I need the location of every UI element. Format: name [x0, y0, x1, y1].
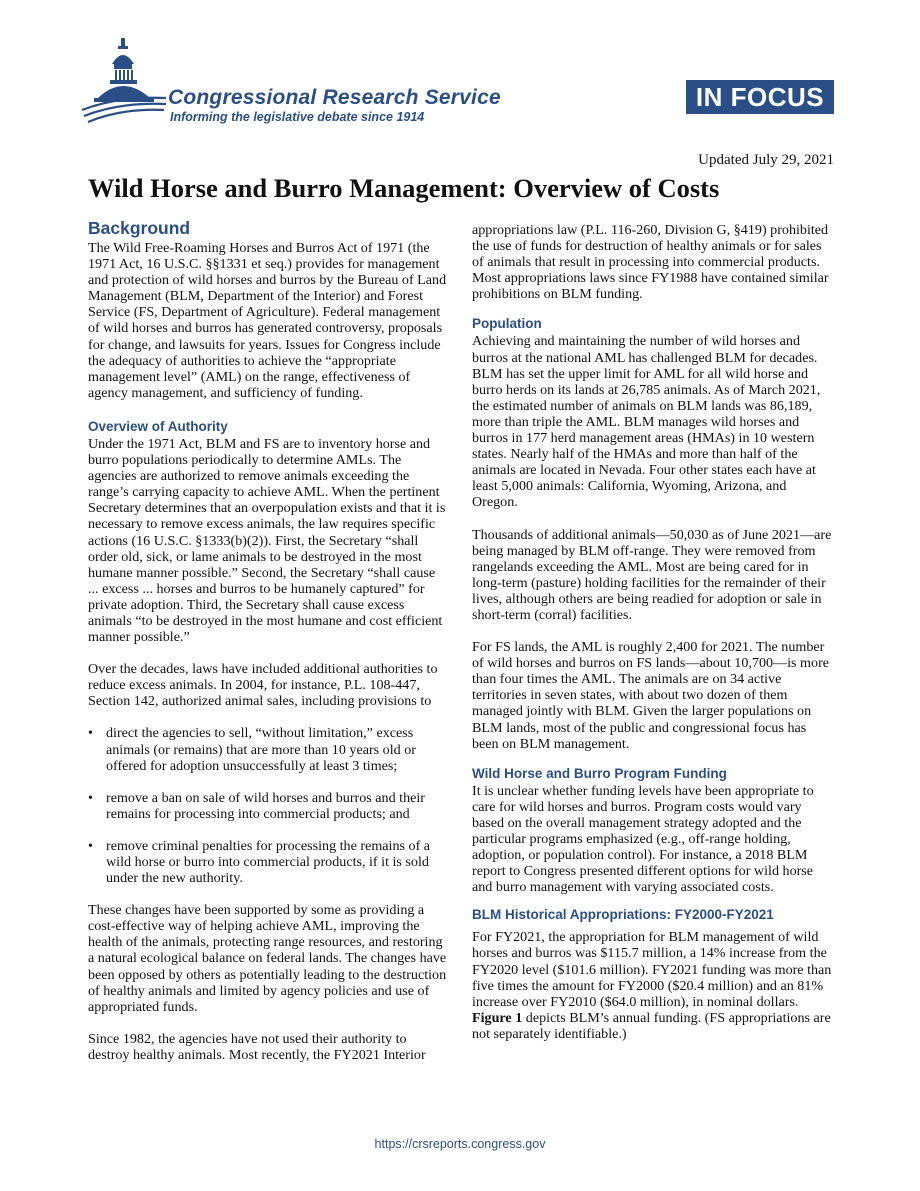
paragraph: For FS lands, the AML is roughly 2,400 for 2021. The number of wild horses and burros on FS lands—about 10,700—is more than four times the AML. The animals are on 34 active territories in seven states, with about two dozen of them managed jointly with BLM. Given the larger populations on BLM lands, most of the public and congressional focus has been on BLM management. — [472, 639, 830, 752]
capitol-dome-logo-icon — [78, 36, 170, 128]
section-heading-appropriations: BLM Historical Appropriations: FY2000-FY2021 — [472, 907, 774, 923]
org-tagline: Informing the legislative debate since 1914 — [170, 110, 425, 124]
section-heading-background: Background — [88, 218, 191, 238]
section-heading-program-funding: Wild Horse and Burro Program Funding — [472, 765, 727, 781]
paragraph: These changes have been supported by some as providing a cost-effective way of helping achieve AML, improving the health of the animals, protecting range resources, and restoring a natural ecological balance on federal lands. The changes have been opposed by others as potentially leading to the destruction of healthy animals and limited by agency policies and use of appropriated funds. — [88, 902, 447, 1015]
paragraph — [472, 929, 832, 1042]
section-heading-authority: Overview of Authority — [88, 418, 228, 434]
right-column — [472, 222, 832, 1058]
paragraph-text: For FY2021, the appropriation for BLM management of wild horses and burros was $115.7 million, a 14% increase from the FY2020 level ($101.6 million). FY2021 funding was more than five times the amount for FY2000 ($20.4 million) and an 81% increase over FY2010 ($64.0 million), in nominal dollars. — [472, 929, 832, 1010]
figure-reference: Figure 1 — [472, 1009, 523, 1026]
paragraph: Since 1982, the agencies have not used their authority to destroy healthy animals. Most recently, the FY2021 Interior — [88, 1030, 426, 1063]
updated-date: Updated July 29, 2021 — [698, 152, 834, 168]
footer-url-link[interactable]: https://crsreports.congress.gov — [374, 1137, 546, 1151]
paragraph: Achieving and maintaining the number of wild horses and burros at the national AML has challenged BLM for decades. BLM has set the upper limit for AML for all wild horse and burro herds on its lands at 26,785 animals. As of March 2021, the estimated number of animals on BLM lands was 86,189, more than triple the AML. BLM manages wild horses and burros in 177 herd management areas (HMAs) in 10 western states. Nearly half of the HMAs and more than half of the animals are located in Nevada. Four other states each have at least 5,000 animals: California, Wyoming, Arizona, and Oregon. — [472, 333, 821, 511]
paragraph: Over the decades, laws have included additional authorities to reduce excess animals. In 2004, for instance, P.L. 108-447, Section 142, authorized animal sales, including provisions to — [88, 661, 438, 710]
paragraph: The Wild Free-Roaming Horses and Burros Act of 1971 (the 1971 Act, 16 U.S.C. §§1331 et seq.) provides for management and protection of wild horses and burros by the Bureau of Land Management (BLM, Department of the Interior) and Forest Service (FS, Department of Agriculture). Federal management of wild horses and burros has generated controversy, proposals for change, and lawsuits for years. Issues for Congress include the adequacy of authorities to achieve the “appropriate management level” (AML) on the range, effectiveness of agency management, and sufficiency of funding. — [88, 240, 447, 401]
list-item: • remove criminal penalties for processing the remains of a wild horse or burro into commercial products, if it is sold under the new authority. — [106, 838, 448, 886]
paragraph: Under the 1971 Act, BLM and FS are to inventory horse and burro populations periodically to determine AMLs. The agencies are authorized to remove animals exceeding the range’s carrying capacity to achieve AML. When the pertinent Secretary determines that an overpopulation exists and that it is necessary to remove excess animals, the law requires specific actions (16 U.S.C. §1333(b)(2)). First, the Secretary “shall order old, sick, or lame animals to be destroyed in the most humane manner possible.” Second, the Secretary “shall cause ... excess ... horses and burros to be humanely captured” for private adoption. Third, the Secretary shall cause excess animals “to be destroyed in the most humane and cost efficient manner possible.” — [88, 435, 446, 646]
paragraph: Thousands of additional animals—50,030 as of June 2021—are being managed by BLM off-range. They were removed from rangelands exceeding the AML. Most are being cared for in long-term (pasture) holding facilities for the remainder of their lives, although others are being readied for adoption or sale in short-term (corral) facilities. — [472, 526, 832, 623]
list-item: • direct the agencies to sell, “without limitation,” excess animals (or remains) that are more than 10 years old or offered for adoption unsuccessfully at least 3 times; — [106, 725, 448, 773]
org-name: Congressional Research Service — [168, 86, 501, 109]
list-item: • remove a ban on sale of wild horses and burros and their remains for processing into commercial products; and — [106, 790, 448, 822]
paragraph: It is unclear whether funding levels have been appropriate to care for wild horses and burros. Program costs would vary based on the overall management strategy adopted and the particular programs emphasized (e.g., off-range holding, adoption, or population control). For instance, a 2018 BLM report to Congress presented different options for wild horse and burro management with varying associated costs. — [472, 782, 814, 896]
section-heading-population: Population — [472, 316, 542, 332]
paragraph-text: depicts BLM’s annual funding. (FS appropriations are not separately identifiable.) — [472, 1009, 831, 1042]
page-header — [0, 0, 920, 150]
paragraph: appropriations law (P.L. 116-260, Division G, §419) prohibited the use of funds for destruction of healthy animals or for sales of animals that result in processing into commercial products. Most appropriations laws since FY1988 have contained similar prohibitions on BLM funding. — [472, 222, 829, 303]
page-title: Wild Horse and Burro Management: Overview of Costs — [88, 173, 720, 203]
in-focus-badge: IN FOCUS — [686, 80, 834, 114]
bullet-list — [88, 725, 448, 886]
left-column — [88, 218, 448, 1079]
